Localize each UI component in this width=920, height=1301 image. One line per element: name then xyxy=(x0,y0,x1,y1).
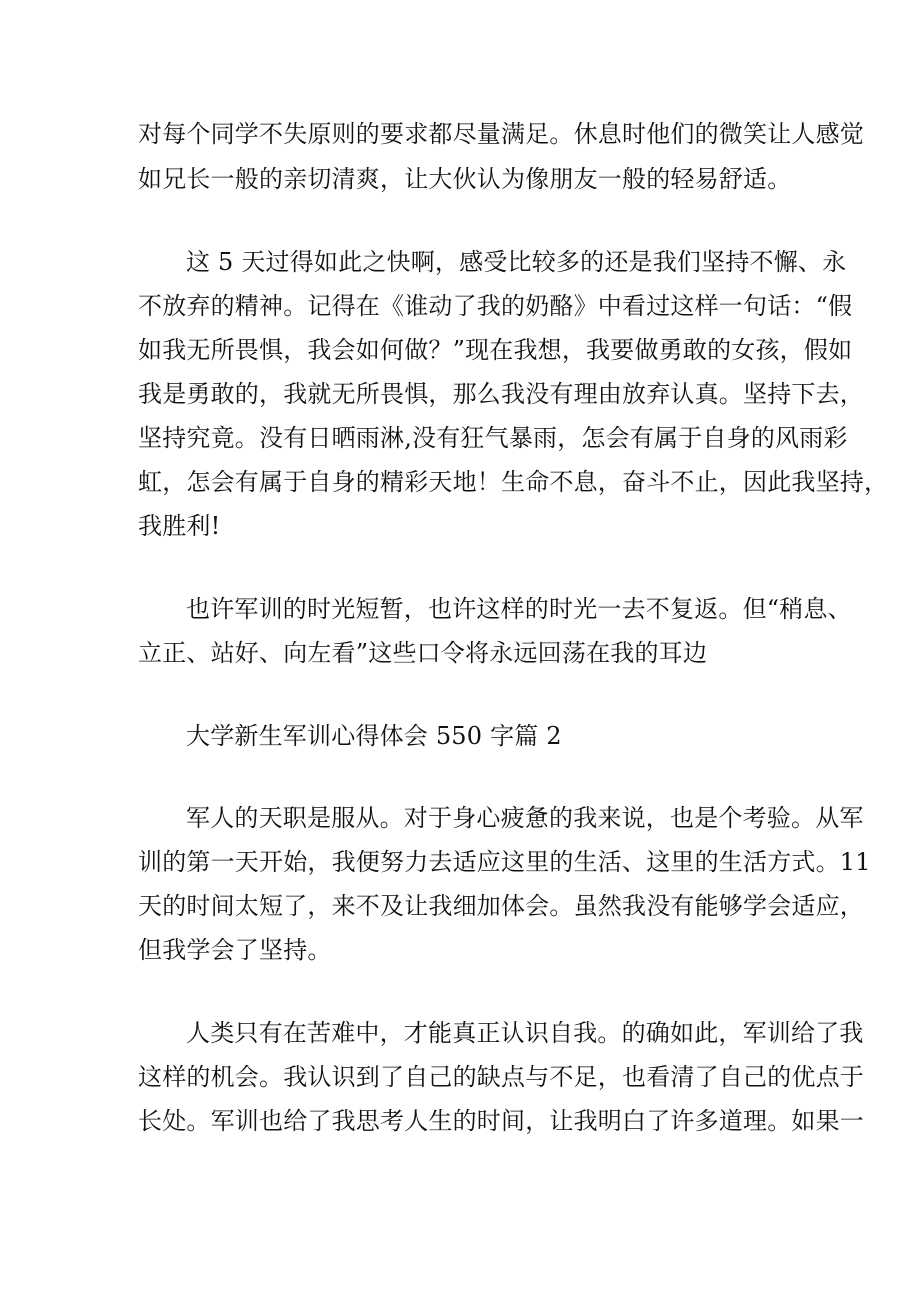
text-line: 人类只有在苦难中，才能真正认识自我。的确如此，军训给了我 xyxy=(186,1019,864,1047)
text-line: 坚持究竟。没有日晒雨淋,没有狂气暴雨，怎会有属于自身的风雨彩 xyxy=(138,424,848,452)
text-line: 军人的天职是服从。对于身心疲惫的我来说，也是个考验。从军 xyxy=(186,804,864,832)
text-line: 如我无所畏惧，我会如何做？”现在我想，我要做勇敢的女孩，假如 xyxy=(138,336,853,364)
text-line: 也许军训的时光短暂，也许这样的时光一去不复返。但“稍息、 xyxy=(186,595,852,623)
text-line: 我是勇敢的，我就无所畏惧，那么我没有理由放弃认真。坚持下去， xyxy=(138,380,864,408)
text-line: 这 5 天过得如此之快啊，感受比较多的还是我们坚持不懈、永 xyxy=(186,248,847,276)
text-line: 长处。军训也给了我思考人生的时间，让我明白了许多道理。如果一 xyxy=(138,1107,864,1135)
text-line: 训的第一天开始，我便努力去适应这里的生活、这里的生活方式。11 xyxy=(138,848,871,876)
text-line: 但我学会了坚持。 xyxy=(138,936,332,964)
text-line: 天的时间太短了，来不及让我细加体会。虽然我没有能够学会适应， xyxy=(138,892,864,920)
text-line: 我胜利! xyxy=(138,512,221,540)
text-line: 虹，怎会有属于自身的精彩天地！生命不息，奋斗不止，因此我坚持， xyxy=(138,468,889,496)
text-line: 对每个同学不失原则的要求都尽量满足。休息时他们的微笑让人感觉 xyxy=(138,120,864,148)
text-line: 如兄长一般的亲切清爽，让大伙认为像朋友一般的轻易舒适。 xyxy=(138,165,792,193)
text-line: 立正、站好、向左看”这些口令将永远回荡在我的耳边 xyxy=(138,639,708,667)
text-line: 这样的机会。我认识到了自己的缺点与不足，也看清了自己的优点于 xyxy=(138,1063,864,1091)
section-heading: 大学新生军训心得体会 550 字篇 2 xyxy=(186,722,562,750)
text-line: 不放弃的精神。记得在《谁动了我的奶酪》中看过这样一句话：“假 xyxy=(138,292,853,320)
